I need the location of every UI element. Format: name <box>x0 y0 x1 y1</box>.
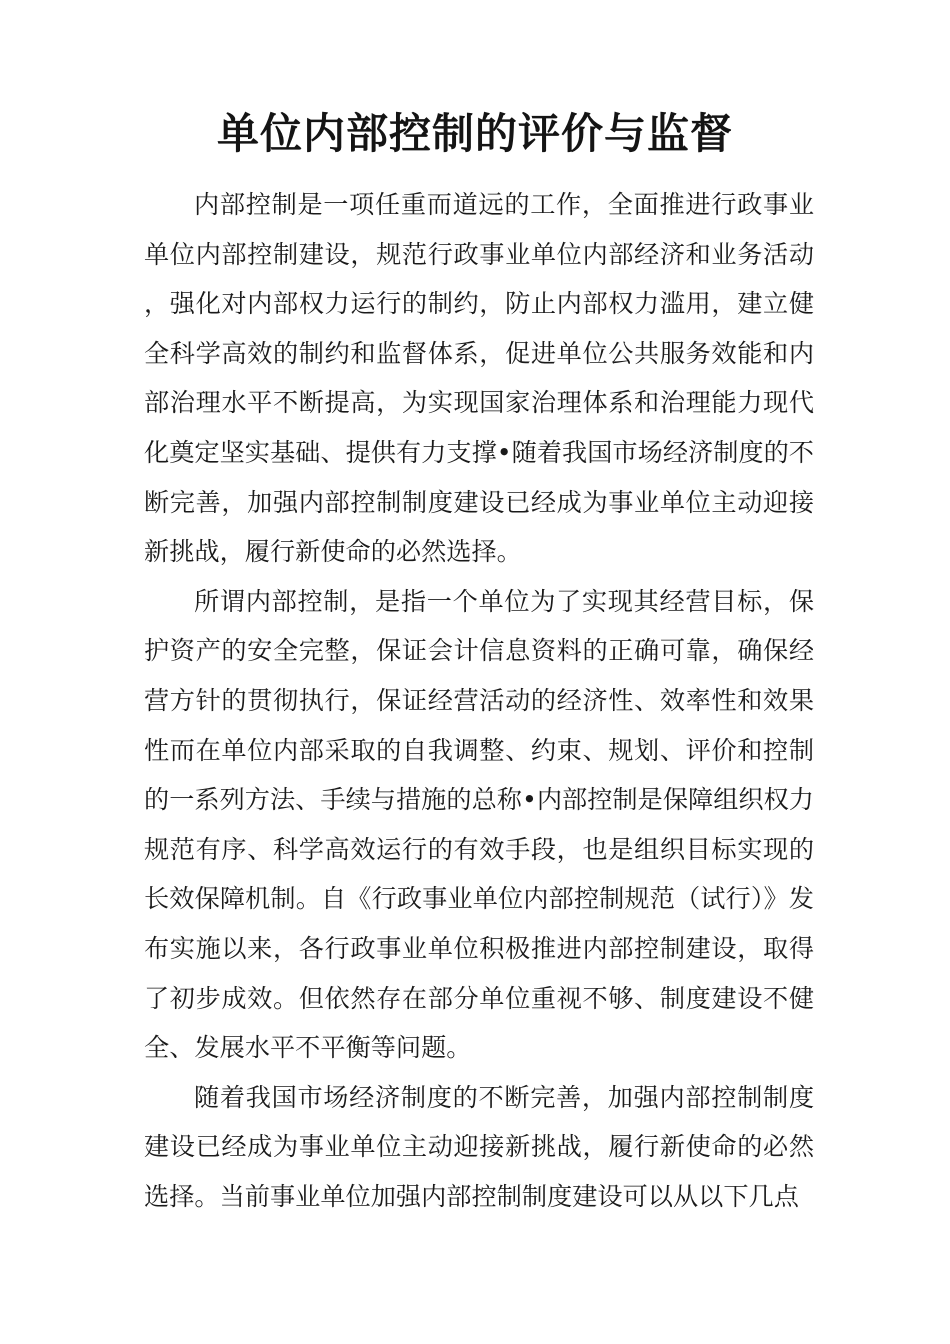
paragraph-1: 内部控制是一项任重而道远的工作，全面推进行政事业单位内部控制建设，规范行政事业单位内部经济和业务活动，强化对内部权力运行的制约，防止内部权力滥用，建立健全科学高效的制约和监督体系，促进单位公共服务效能和内部治理水平不断提高，为实现国家治理体系和治理能力现代化奠定坚实基础、提供有力支撑•随着我国市场经济制度的不断完善，加强内部控制制度建设已经成为事业单位主动迎接新挑战，履行新使命的必然选择。 <box>144 190 814 567</box>
document-title: 单位内部控制的评价与监督 <box>216 109 733 158</box>
paragraph-3: 随着我国市场经济制度的不断完善，加强内部控制制度建设已经成为事业单位主动迎接新挑战，履行新使命的必然选择。当前事业单位加强内部控制制度建设可以从以下几点 <box>144 1082 814 1211</box>
paragraph-2: 所谓内部控制，是指一个单位为了实现其经营目标，保护资产的安全完整，保证会计信息资料的正确可靠，确保经营方针的贯彻执行，保证经营活动的经济性、效率性和效果性而在单位内部采取的自我调整、约束、规划、评价和控制的一系列方法、手续与措施的总称•内部控制是保障组织权力规范有序、科学高效运行的有效手段，也是组织目标实现的长效保障机制。自《行政事业单位内部控制规范（试行）》发布实施以来，各行政事业单位积极推进内部控制建设，取得了初步成效。但依然存在部分单位重视不够、制度建设不健全、发展水平不平衡等问题。 <box>144 586 814 1063</box>
document-body <box>144 180 814 1221</box>
